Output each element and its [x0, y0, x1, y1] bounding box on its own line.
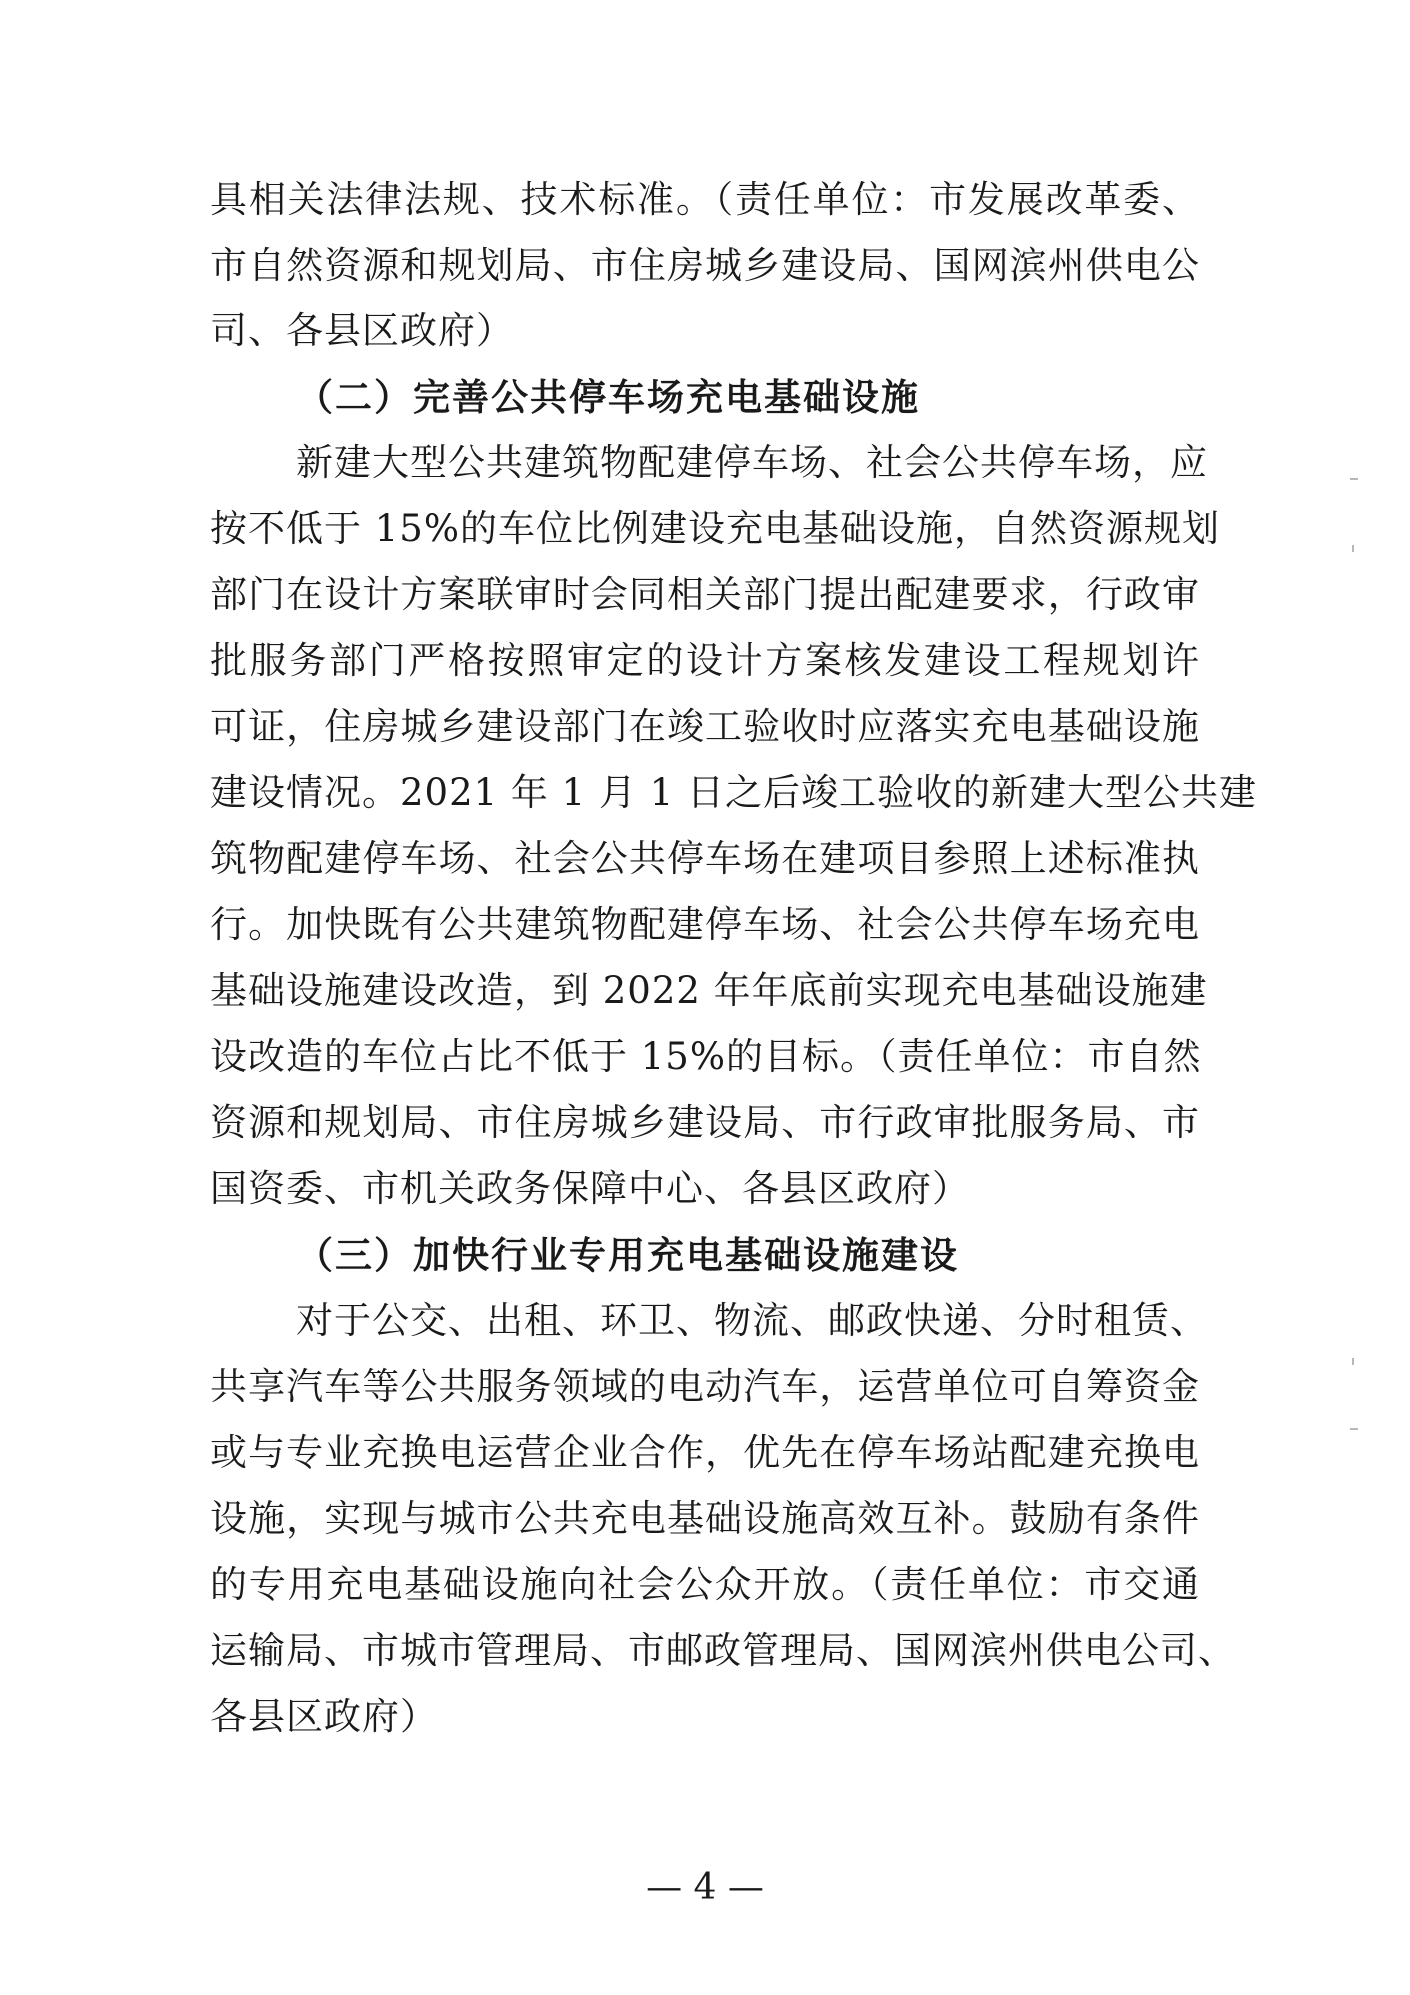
paragraph-2-line-4: 批服务部门严格按照审定的设计方案核发建设工程规划许	[210, 639, 1200, 682]
page-number: — 4 —	[646, 1867, 764, 1908]
paragraph-2-line-10: 设改造的车位占比不低于 15%的目标。（责任单位：市自然	[210, 1035, 1202, 1078]
paragraph-3-line-2: 共享汽车等公共服务领域的电动汽车，运营单位可自筹资金	[210, 1365, 1200, 1408]
paragraph-2-line-3: 部门在设计方案联审时会同相关部门提出配建要求，行政审	[210, 573, 1200, 616]
section-heading-3: （三）加快行业专用充电基础设施建设	[296, 1233, 959, 1277]
paragraph-2-line-2: 按不低于 15%的车位比例建设充电基础设施，自然资源规划	[210, 507, 1220, 550]
paragraph-3-line-5: 的专用充电基础设施向社会公众开放。（责任单位：市交通	[210, 1563, 1200, 1606]
paragraph-2-line-7: 筑物配建停车场、社会公共停车场在建项目参照上述标准执	[210, 837, 1200, 880]
paragraph-3-line-6: 运输局、市城市管理局、市邮政管理局、国网滨州供电公司、	[210, 1629, 1236, 1672]
paragraph-3-line-4: 设施，实现与城市公共充电基础设施高效互补。鼓励有条件	[210, 1497, 1200, 1540]
paragraph-1-line-1: 具相关法律法规、技术标准。（责任单位：市发展改革委、	[210, 178, 1200, 221]
paragraph-3-line-1: 对于公交、出租、环卫、物流、邮政快递、分时租赁、	[296, 1299, 1208, 1342]
section-heading-2: （二）完善公共停车场充电基础设施	[296, 375, 920, 419]
paragraph-3-line-3: 或与专业充换电运营企业合作，优先在停车场站配建充换电	[210, 1431, 1200, 1474]
paragraph-1-line-2: 市自然资源和规划局、市住房城乡建设局、国网滨州供电公	[210, 244, 1200, 287]
paragraph-2-line-6: 建设情况。2021 年 1 月 1 日之后竣工验收的新建大型公共建	[210, 771, 1258, 814]
scan-mark	[1350, 478, 1358, 480]
paragraph-2-line-11: 资源和规划局、市住房城乡建设局、市行政审批服务局、市	[210, 1101, 1200, 1144]
paragraph-2-line-1: 新建大型公共建筑物配建停车场、社会公共停车场，应	[296, 441, 1208, 484]
paragraph-2-line-8: 行。加快既有公共建筑物配建停车场、社会公共停车场充电	[210, 903, 1200, 946]
scan-mark	[1352, 545, 1354, 552]
paragraph-1-line-3: 司、各县区政府）	[210, 309, 514, 352]
paragraph-2-line-9: 基础设施建设改造，到 2022 年年底前实现充电基础设施建	[210, 969, 1208, 1012]
paragraph-3-line-7: 各县区政府）	[210, 1695, 438, 1738]
paragraph-2-line-5: 可证，住房城乡建设部门在竣工验收时应落实充电基础设施	[210, 705, 1200, 748]
scan-mark	[1350, 1428, 1358, 1430]
paragraph-2-line-12: 国资委、市机关政务保障中心、各县区政府）	[210, 1167, 970, 1210]
scan-mark	[1352, 1358, 1354, 1365]
